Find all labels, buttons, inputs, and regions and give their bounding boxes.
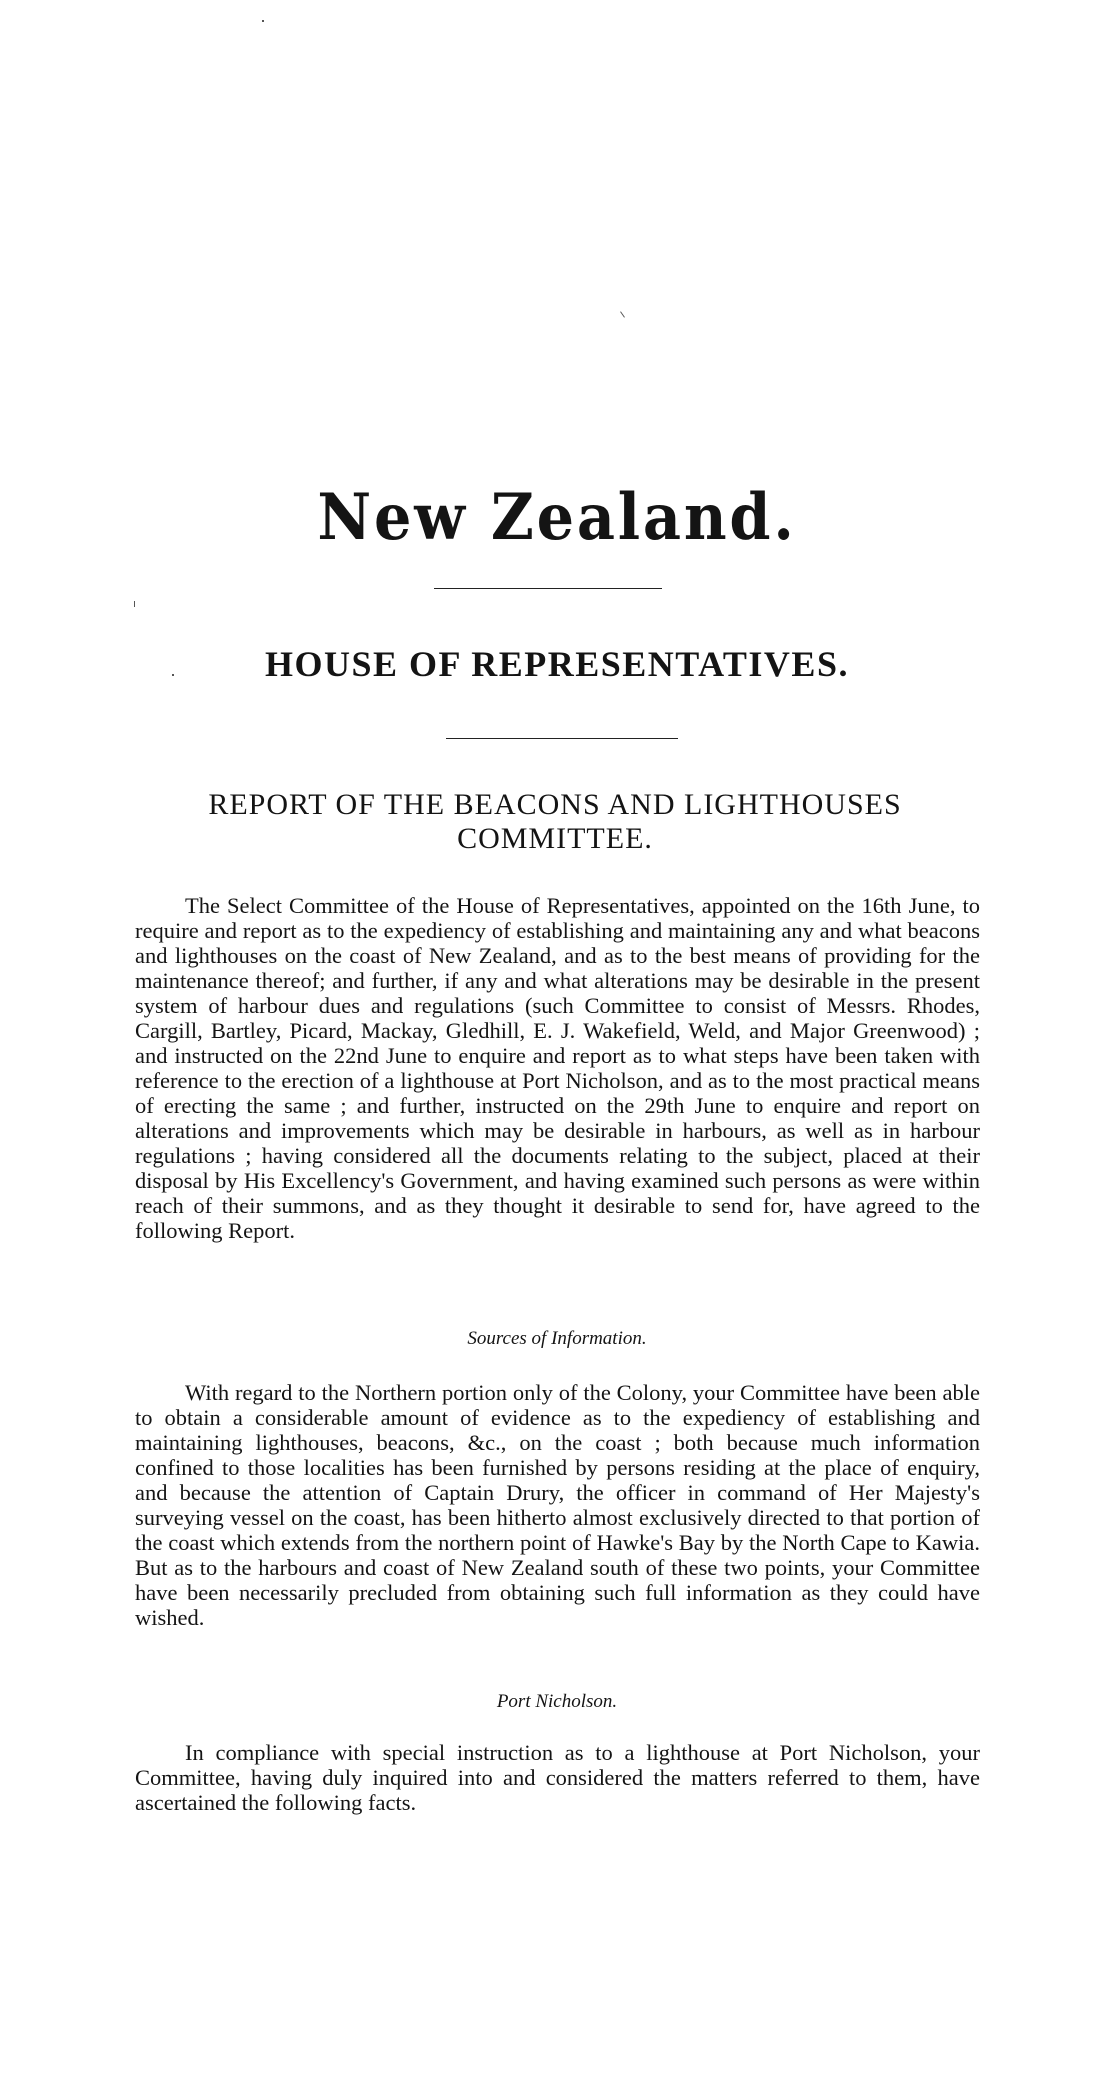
house-heading: HOUSE OF REPRESENTATIVES. [265,644,849,684]
scan-speck [134,601,135,607]
port-nicholson-paragraph: In compliance with special instruction as to a lighthouse at Port Nicholson, your Committee, having duly inquired into and considered the matters referred to them, have ascertained the following facts. [135,1740,980,1815]
sources-paragraph: With regard to the Northern portion only of the Colony, your Committee have been able to obtain a considerable amount of evidence as to the expediency of establishing and maintaining lighthouses, beacons, &c., on the coast ; both because much information confined to those localities has been furnished by persons residing at the place of enquiry, and because the attention of Captain Drury, the officer in command of Her Majesty's surveying vessel on the coast, has been hitherto almost exclusively directed to that portion of the coast which extends from the northern point of Hawke's Bay by the North Cape to Kawia. But as to the harbours and coast of New Zealand south of these two points, your Committee have been necessarily precluded from obtaining such full information as they could have wished. [135,1380,980,1630]
section-heading-port-nicholson: Port Nicholson. [496,1691,618,1712]
report-title: REPORT OF THE BEACONS AND LIGHTHOUSES COMMITTEE. [208,788,902,855]
scan-speck [262,20,264,22]
divider-rule [434,588,662,589]
intro-paragraph: The Select Committee of the House of Representatives, appointed on the 16th June, to require and report as to the expediency of establishing and maintaining any and what beacons and lighthouses on the coast of New Zealand, and as to the best means of providing for the maintenance thereof; and further, if any and what alterations may be desirable in the present system of harbour dues and regulations (such Committee to consist of Messrs. Rhodes, Cargill, Bartley, Picard, Mackay, Gledhill, E. J. Wakefield, Weld, and Major Greenwood) ; and instructed on the 22nd June to enquire and report as to what steps have been taken with reference to the erection of a lighthouse at Port Nicholson, and as to the most practical means of erecting the same ; and further, instructed on the 29th June to enquire and report on alterations and improvements which may be desirable in harbours, as well as in harbour regulations ; having considered all the documents relating to the subject, placed at their disposal by His Excellency's Government, and having examined such persons as were within reach of their summons, and as they thought it desirable to send for, have agreed to the following Report. [135,893,980,1243]
divider-rule [446,738,678,739]
masthead-title: New Zealand. [317,480,797,555]
scan-speck [620,311,625,317]
section-heading-sources: Sources of Information. [467,1328,647,1349]
